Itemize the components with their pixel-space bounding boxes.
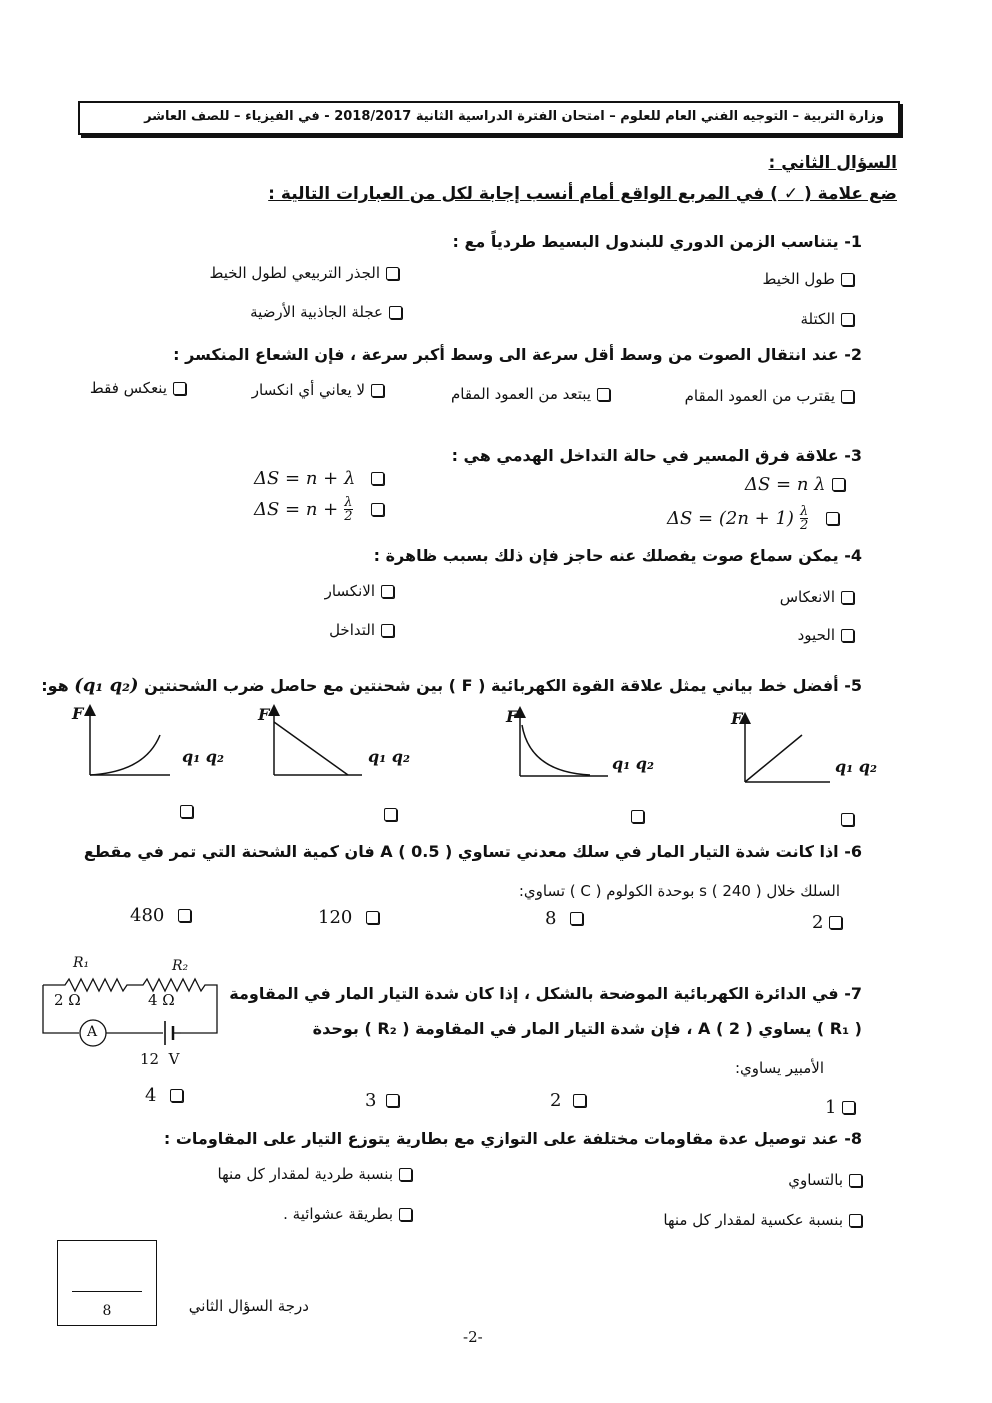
q2-option-b[interactable]: يبتعد من العمود المقام [451, 385, 610, 403]
checkbox-icon[interactable] [841, 273, 854, 286]
checkbox-icon[interactable] [399, 1168, 412, 1181]
checkbox-icon[interactable] [841, 629, 854, 642]
score-label: درجة السؤال الثاني [188, 1297, 309, 1315]
q3-option-c[interactable]: ΔS = (2n + 1) λ 2 [667, 505, 839, 532]
question-7-line2: ( R₁ ) يساوي A ( 2 ) ، فإن شدة التيار المار في المقاومة ( R₂ ) بوحدة [312, 1019, 862, 1038]
checkbox-icon[interactable] [829, 916, 842, 929]
q6-option-a[interactable]: 2 [812, 912, 842, 933]
q2-option-a[interactable]: يقترب من العمود المقام [685, 387, 854, 405]
checkbox-icon[interactable] [371, 472, 384, 485]
graph-2-x-label: q₁ q₂ [368, 747, 410, 766]
q2-option-d[interactable]: ينعكس فقط [90, 379, 186, 397]
checkbox-icon[interactable] [371, 503, 384, 516]
q5-option-4-checkbox[interactable] [841, 813, 854, 826]
question-6-line2: السلك خلال s ( 240 ) بوحدة الكولوم ( C ) تساوي: [518, 882, 840, 900]
question-7-line3: الأمبير يساوي: [734, 1059, 824, 1077]
checkbox-icon[interactable] [371, 384, 384, 397]
q7-option-b[interactable]: 2 [550, 1090, 586, 1111]
question-1: 1- يتناسب الزمن الدوري للبندول البسيط طردياً مع : [452, 232, 862, 251]
r1-label: R₁ [73, 955, 90, 971]
checkbox-icon[interactable] [570, 912, 583, 925]
q8-option-d[interactable]: بطريقة عشوائية . [283, 1205, 412, 1223]
q3-option-a[interactable]: ΔS = n λ [745, 474, 845, 495]
checkbox-icon[interactable] [386, 1094, 399, 1107]
question-6: 6- اذا كانت شدة التيار المار في سلك معدني تساوي A ( 0.5 ) فان كمية الشحنة التي تمر في مقطع [83, 842, 862, 861]
question-2: 2- عند انتقال الصوت من وسط أقل سرعة الى وسط أكبر سرعة ، فإن الشعاع المنكسر : [173, 345, 862, 364]
checkbox-icon[interactable] [841, 313, 854, 326]
q2-option-c[interactable]: لا يعاني أي انكسار [252, 381, 384, 399]
graph-3-y-label: F [506, 707, 518, 726]
q6-option-b[interactable]: 8 [545, 908, 583, 929]
fraction: $\frac{\lambda}{2}$ [344, 495, 353, 524]
checkbox-icon[interactable] [832, 478, 845, 491]
checkbox-icon[interactable] [366, 911, 379, 924]
r2-label: R₂ [172, 958, 189, 974]
graph-1-x-label: q₁ q₂ [182, 747, 224, 766]
q8-option-a[interactable]: بالتساوي [788, 1171, 862, 1189]
question-5: 5- أفضل خط بياني يمثل علاقة القوة الكهربائية ( F ) بين شحنتين مع حاصل ضرب الشحنتين (q₁ q₂) هو: [41, 675, 862, 696]
q4-option-b[interactable]: الانكسار [325, 582, 394, 600]
graph-4-y-label: F [731, 709, 743, 728]
q1-option-a[interactable]: طول الخيط [762, 270, 854, 288]
graph-4 [745, 718, 830, 782]
page-number: -2- [463, 1328, 483, 1346]
fraction: λ 2 [799, 504, 809, 533]
graph-1-y-label: F [72, 704, 84, 723]
q4-option-d[interactable]: التداخل [329, 621, 394, 639]
q7-option-c[interactable]: 3 [365, 1090, 399, 1111]
checkbox-icon[interactable] [386, 267, 399, 280]
checkbox-icon[interactable] [841, 591, 854, 604]
q1-option-c[interactable]: الكتلة [800, 310, 854, 328]
graph-4-x-label: q₁ q₂ [835, 757, 877, 776]
checkbox-icon[interactable] [841, 390, 854, 403]
q4-option-a[interactable]: الانعكاس [780, 588, 854, 606]
q1-option-d[interactable]: عجلة الجاذبية الأرضية [250, 303, 402, 321]
checkbox-icon[interactable] [849, 1214, 862, 1227]
checkbox-icon[interactable] [178, 909, 191, 922]
instruction: ضع علامة ( ✓ ) في المربع الواقع أمام أنسب إجابة لكل من العبارات التالية : [268, 184, 897, 204]
checkbox-icon[interactable] [381, 585, 394, 598]
graph-2 [274, 710, 362, 775]
score-max: 8 [102, 1303, 112, 1319]
checkbox-icon[interactable] [597, 388, 610, 401]
q6-option-d[interactable]: 480 [130, 905, 191, 926]
q4-option-c[interactable]: الحيود [798, 626, 854, 644]
q3-option-d[interactable]: ΔS = n + $\frac{\lambda}{2}$ [254, 496, 384, 523]
q7-option-d[interactable]: 4 [145, 1085, 183, 1106]
checkbox-icon[interactable] [399, 1208, 412, 1221]
checkbox-icon[interactable] [170, 1089, 183, 1102]
checkbox-icon[interactable] [381, 624, 394, 637]
section-title: السؤال الثاني : [768, 153, 897, 173]
q5-option-3-checkbox[interactable] [631, 810, 644, 823]
question-7: 7- في الدائرة الكهربائية الموضحة بالشكل ، إذا كان شدة التيار المار في المقاومة [229, 984, 862, 1003]
question-4: 4- يمكن سماع صوت يفصلك عنه حاجز فإن ذلك بسبب ظاهرة : [373, 546, 862, 565]
q3-option-b[interactable]: ΔS = n + λ [254, 468, 384, 489]
q8-option-c[interactable]: بنسبة عكسية لمقدار كل منها [663, 1211, 862, 1229]
q8-option-b[interactable]: بنسبة طردية لمقدار كل منها [218, 1165, 413, 1183]
r2-value: 4 Ω [148, 991, 175, 1009]
exam-header-text: وزارة التربية – التوجيه الفني العام للعلوم – امتحان الفترة الدراسية الثانية 2018/2017 - في الفيزياء – للصف العاشر [144, 109, 884, 124]
score-box [57, 1240, 157, 1326]
graph-2-y-label: F [258, 705, 270, 724]
r1-value: 2 Ω [54, 991, 81, 1009]
ammeter-label: A [87, 1024, 98, 1040]
checkbox-icon[interactable] [573, 1094, 586, 1107]
circuit-diagram [35, 955, 235, 1070]
q6-option-c[interactable]: 120 [318, 907, 379, 928]
checkbox-icon[interactable] [173, 382, 186, 395]
q5-option-2-checkbox[interactable] [384, 808, 397, 821]
graph-1 [90, 710, 170, 775]
question-3: 3- علاقة فرق المسير في حالة التداخل الهدمي هي : [451, 446, 862, 465]
question-8: 8- عند توصيل عدة مقاومات مختلفة على التوازي مع بطارية يتوزع التيار على المقاومات : [163, 1129, 862, 1148]
q1-option-b[interactable]: الجذر التربيعي لطول الخيط [209, 264, 399, 282]
q7-option-a[interactable]: 1 [825, 1097, 855, 1118]
graph-3-x-label: q₁ q₂ [612, 754, 654, 773]
checkbox-icon[interactable] [842, 1101, 855, 1114]
voltage-label: 12 V [140, 1050, 180, 1068]
exam-header [78, 101, 900, 135]
graph-3 [520, 712, 608, 776]
checkbox-icon[interactable] [849, 1174, 862, 1187]
q5-option-1-checkbox[interactable] [180, 805, 193, 818]
checkbox-icon[interactable] [389, 306, 402, 319]
checkbox-icon[interactable] [826, 512, 839, 525]
